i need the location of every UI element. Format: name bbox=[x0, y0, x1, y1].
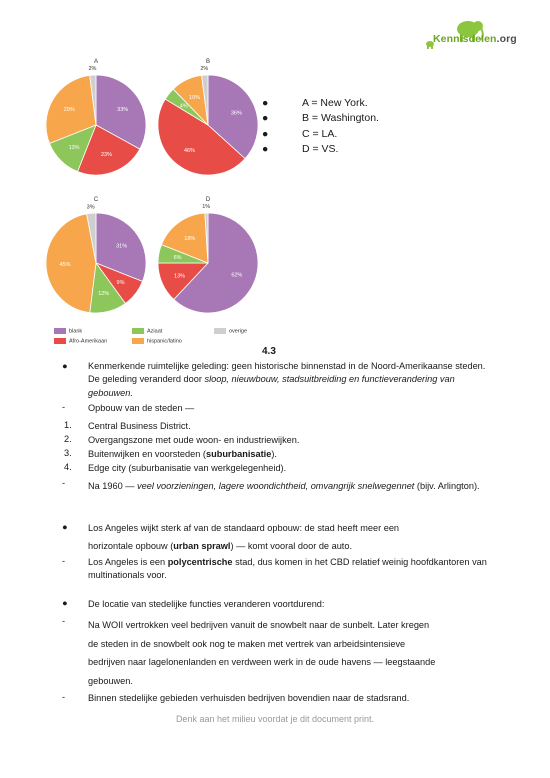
pie-title: B bbox=[205, 59, 211, 65]
legend-label-blank: blank bbox=[69, 328, 83, 335]
pie-slice-label: 10% bbox=[189, 95, 201, 102]
pie-title: C bbox=[93, 197, 99, 203]
logo-text-delen: delen bbox=[468, 33, 497, 45]
bullet-marker: ● bbox=[62, 522, 68, 532]
paragraph-text: (bijv. Arlington). bbox=[414, 481, 480, 491]
list-item-bold: suburbanisatie bbox=[205, 449, 272, 459]
paragraph-line: de steden in de snowbelt ook nog te maken met vertrek van arbeidsintensieve bbox=[88, 638, 406, 649]
pie-slice-label: 3% bbox=[86, 204, 95, 211]
pie-title: D bbox=[205, 197, 211, 203]
paragraph-bold: polycentrische bbox=[167, 557, 233, 567]
pie-chart-d bbox=[158, 197, 258, 313]
pie-slice-label: 33% bbox=[117, 107, 129, 114]
legend-swatch-aziaat bbox=[132, 328, 144, 334]
paragraph-text: stad, dus komen in het CBD relatief weinig hoofdkantoren van multinationals voor. bbox=[88, 557, 487, 581]
mapping-item: ● C = LA. bbox=[262, 127, 338, 140]
pie-slice-label: 2% bbox=[200, 66, 209, 73]
legend-label-afro: Afro-Amerikaan bbox=[69, 338, 108, 345]
legend-hispanic bbox=[132, 338, 182, 344]
pie-slice-label: 13% bbox=[68, 144, 80, 151]
mapping-text: D = VS. bbox=[302, 142, 339, 155]
pie-slice-label: 62% bbox=[231, 272, 243, 279]
pie-slice-label: 23% bbox=[100, 152, 113, 159]
pie-city-mapping bbox=[262, 96, 379, 157]
dash-marker: - bbox=[62, 402, 66, 412]
mapping-item: ● B = Washington. bbox=[262, 112, 379, 125]
legend-overige bbox=[214, 328, 247, 334]
legend-swatch-afro bbox=[54, 338, 66, 344]
legend-afro bbox=[54, 338, 107, 344]
mapping-item: ● A = New York. bbox=[262, 97, 368, 109]
list-item bbox=[88, 448, 488, 461]
paragraph-woii bbox=[88, 616, 488, 690]
list-number: 1. bbox=[64, 420, 72, 430]
dash-marker: - bbox=[62, 478, 66, 488]
legend-swatch-overige bbox=[214, 328, 226, 334]
list-number: 3. bbox=[64, 448, 72, 458]
legend-label-hispanic: hispanic/latino bbox=[147, 338, 182, 345]
paragraph-line: gebouwen. bbox=[88, 675, 133, 686]
mapping-text: C = LA. bbox=[302, 127, 338, 140]
pie-slice-label: 12% bbox=[98, 291, 110, 298]
pie-slice-label: 6% bbox=[173, 255, 182, 262]
paragraph-opbouw: Opbouw van de steden — bbox=[88, 403, 195, 413]
bullet-marker: ● bbox=[62, 361, 68, 371]
pie-slice-label: 45% bbox=[59, 261, 71, 268]
legend-swatch-blank bbox=[54, 328, 66, 334]
paragraph-los-angeles-cont bbox=[88, 540, 488, 553]
paragraph-text: horizontale opbouw ( bbox=[88, 541, 174, 551]
pie-title: A bbox=[93, 59, 99, 65]
legend-swatch-hispanic bbox=[132, 338, 144, 344]
pie-charts-figure bbox=[40, 59, 290, 355]
legend-aziaat bbox=[132, 328, 162, 334]
paragraph-los-angeles: Los Angeles wijkt sterk af van de standaard opbouw: de stad heeft meer een bbox=[88, 523, 400, 533]
pie-chart-c bbox=[46, 197, 146, 313]
legend-blank bbox=[54, 328, 82, 334]
pie-slice-label: 31% bbox=[116, 243, 128, 250]
list-item: Central Business District. bbox=[88, 421, 191, 431]
list-number: 4. bbox=[64, 462, 72, 472]
pie-slice-label: 1% bbox=[202, 204, 211, 211]
paragraph-na-1960 bbox=[88, 478, 488, 495]
list-item-text: ). bbox=[271, 449, 277, 459]
paragraph-italic: veel voorzieningen, lagere woondichtheid, omvangrijk snelwegennet bbox=[137, 481, 415, 491]
list-item: Overgangszone met oude woon- en industriewijken. bbox=[88, 435, 300, 445]
dash-marker: - bbox=[62, 616, 66, 626]
paragraph-line: Na WOII vertrokken veel bedrijven vanuit de snowbelt naar de sunbelt. Later kregen bbox=[88, 620, 430, 630]
list-number: 2. bbox=[64, 434, 72, 444]
paragraph-text: ) — komt vooral door de auto. bbox=[230, 541, 353, 551]
paragraph-bold: urban sprawl bbox=[173, 541, 231, 551]
footer-note: Denk aan het milieu voordat je dit document print. bbox=[175, 714, 375, 724]
pie-slice-label: 18% bbox=[184, 235, 196, 242]
paragraph-line: bedrijven naar lagelonenlanden en verdween werk in de oude havens — leegstaande bbox=[88, 657, 436, 667]
paragraph-locatie: De locatie van stedelijke functies veranderen voortdurend: bbox=[88, 599, 325, 609]
paragraph-polycentrisch bbox=[88, 556, 488, 583]
legend-label-overige: overige bbox=[229, 328, 248, 335]
bullet-marker: ● bbox=[62, 598, 68, 608]
list-item-text: Buitenwijken en voorsteden ( bbox=[88, 449, 206, 459]
list-item: Edge city (suburbanisatie van werkgelegenheid). bbox=[88, 463, 287, 473]
pie-slice-label: 29% bbox=[63, 107, 75, 114]
pie-slice-label: 13% bbox=[174, 273, 186, 280]
paragraph-italic: sloop, nieuwbouw, stadsuitbreiding en functieverandering van gebouwen. bbox=[88, 374, 455, 398]
pie-slice-hispanic bbox=[46, 214, 96, 313]
logo-text-org: .org bbox=[496, 33, 517, 45]
pie-slice-label: 36% bbox=[230, 110, 242, 117]
logo-text bbox=[433, 33, 517, 45]
mapping-item: ● D = VS. bbox=[262, 142, 339, 155]
dash-marker: - bbox=[62, 556, 66, 566]
pie-chart-b bbox=[158, 59, 258, 175]
pie-slice-label: 9% bbox=[116, 280, 125, 287]
pie-slice-label: 46% bbox=[183, 147, 195, 154]
paragraph-text: Los Angeles is een bbox=[88, 557, 168, 567]
mapping-text: A = New York. bbox=[302, 97, 368, 109]
pie-chart-a bbox=[46, 59, 146, 175]
pie-charts-svg bbox=[40, 59, 290, 325]
logo-text-kennis: Kennis bbox=[433, 33, 469, 45]
pie-slice-label: 4% bbox=[179, 103, 188, 110]
paragraph-text: Na 1960 — bbox=[88, 481, 138, 491]
legend-label-aziaat: Aziaat bbox=[147, 328, 163, 335]
dash-marker: - bbox=[62, 692, 66, 702]
paragraph-stadsrand: Binnen stedelijke gebieden verhuisden bedrijven bovendien naar de stadsrand. bbox=[88, 693, 410, 703]
section-heading: 4.3 bbox=[262, 346, 276, 357]
paragraph-geleding bbox=[88, 360, 488, 400]
mapping-text: B = Washington. bbox=[302, 112, 379, 125]
paragraph-text: Kenmerkende ruimtelijke geleding: geen historische binnenstad in de Noord-Amerikaanse steden. De geleding veranderd door bbox=[88, 361, 486, 385]
pie-slice-label: 2% bbox=[88, 66, 97, 73]
